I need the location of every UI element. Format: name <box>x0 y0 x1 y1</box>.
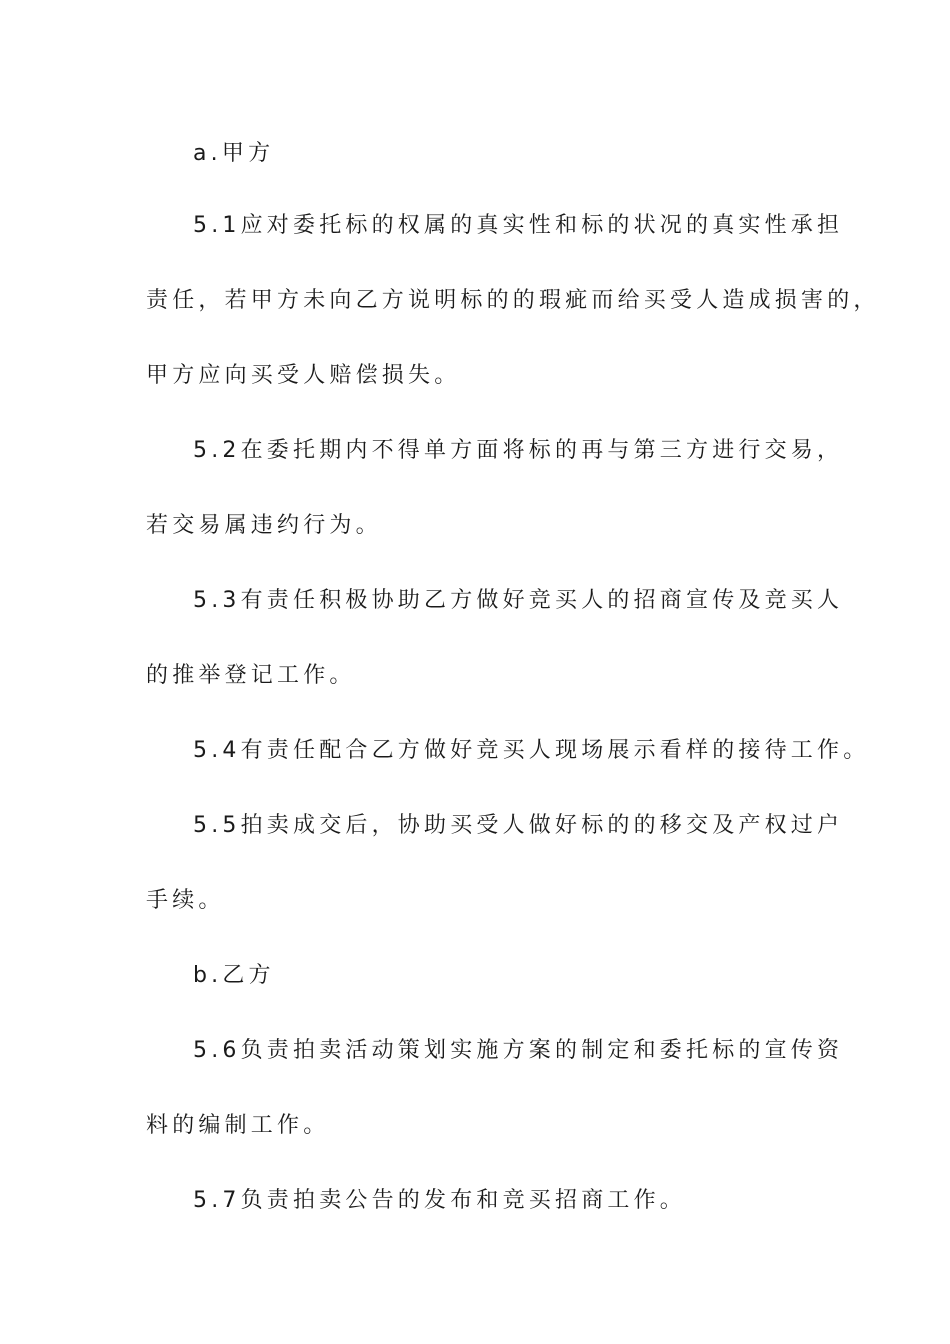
clause-5-5-line-1: 5.5拍卖成交后，协助买受人做好标的的移交及产权过户 <box>193 813 844 838</box>
clause-5-3-line-1: 5.3有责任积极协助乙方做好竞买人的招商宣传及竞买人 <box>193 588 844 613</box>
clause-5-6-line-2: 料的编制工作。 <box>146 1113 330 1138</box>
clause-5-6-line-1: 5.6负责拍卖活动策划实施方案的制定和委托标的宣传资 <box>193 1038 844 1063</box>
clause-5-1-line-3: 甲方应向买受人赔偿损失。 <box>146 363 461 388</box>
clause-5-5-line-2: 手续。 <box>146 888 225 913</box>
section-heading-party-a: a.甲方 <box>193 141 275 166</box>
clause-5-2-line-1: 5.2在委托期内不得单方面将标的再与第三方进行交易， <box>193 438 844 463</box>
clause-5-4-line-1: 5.4有责任配合乙方做好竞买人现场展示看样的接待工作。 <box>193 738 870 763</box>
clause-5-1-line-2: 责任，若甲方未向乙方说明标的的瑕疵而给买受人造成损害的， <box>146 288 880 313</box>
clause-5-7-line-1: 5.7负责拍卖公告的发布和竞买招商工作。 <box>193 1188 686 1213</box>
clause-5-2-line-2: 若交易属违约行为。 <box>146 513 382 538</box>
section-heading-party-b: b.乙方 <box>193 963 275 988</box>
clause-5-1-line-1: 5.1应对委托标的权属的真实性和标的状况的真实性承担 <box>193 213 844 238</box>
clause-5-3-line-2: 的推举登记工作。 <box>146 663 356 688</box>
